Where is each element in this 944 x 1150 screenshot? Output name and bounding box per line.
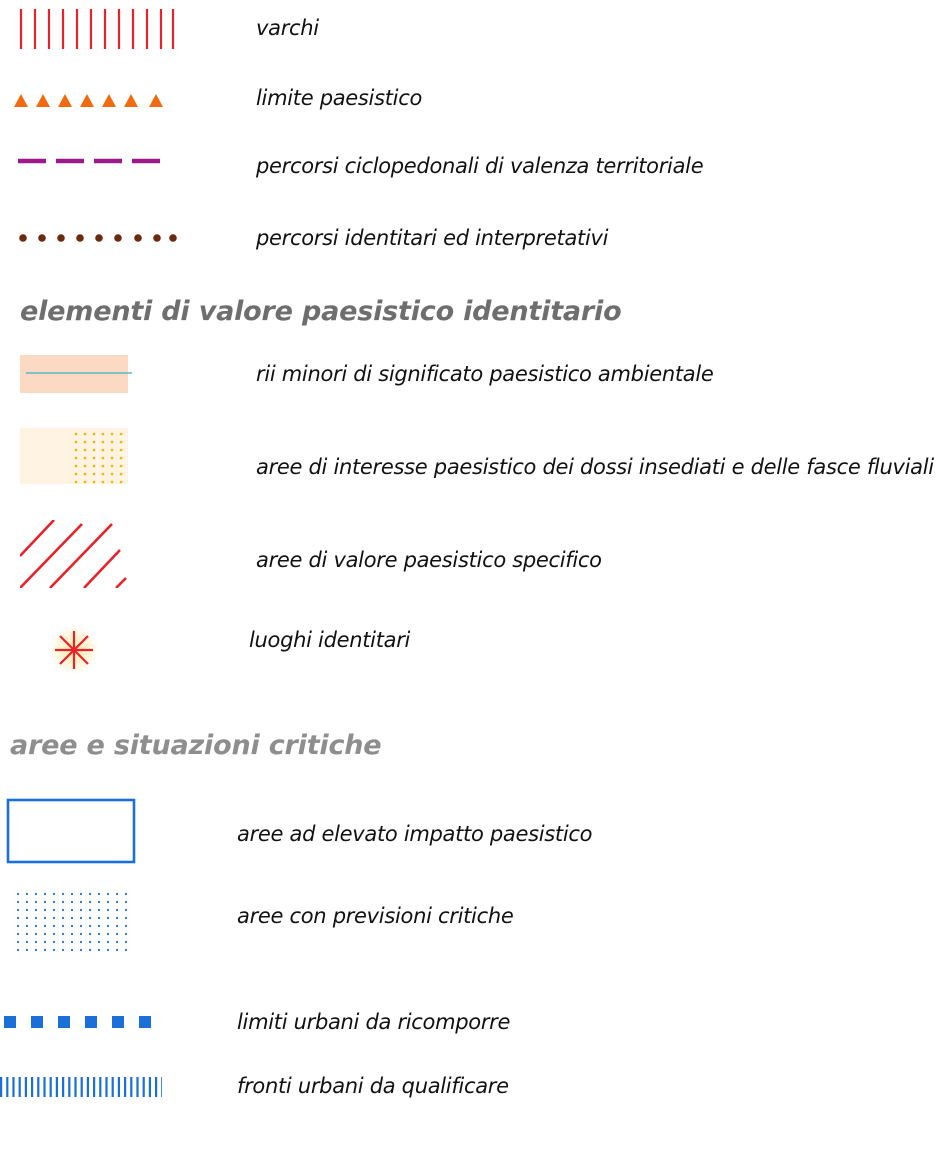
- blue-rectangle-icon: [6, 798, 136, 864]
- legend-label-varchi: varchi: [256, 16, 319, 40]
- legend-label-limite-paesistico: limite paesistico: [256, 86, 422, 110]
- vertical-red-lines-icon: [18, 8, 176, 50]
- blue-ticks-line-icon: [0, 1075, 162, 1099]
- legend-label-valore-specifico: aree di valore paesistico specifico: [256, 548, 602, 572]
- brown-dots-icon: [18, 232, 178, 244]
- peach-band-stream-icon: [20, 355, 134, 393]
- legend-label-fronti-urbani: fronti urbani da qualificare: [237, 1074, 509, 1098]
- red-hatch-icon: [20, 520, 128, 588]
- dotted-cream-area-icon: [20, 428, 128, 484]
- legend-label-limiti-urbani: limiti urbani da ricomporre: [237, 1010, 511, 1034]
- section-heading-aree-critiche: aree e situazioni critiche: [10, 730, 382, 761]
- asterisk-star-icon: [48, 624, 100, 676]
- section-heading-valore-identitario: elementi di valore paesistico identitario: [20, 296, 622, 327]
- blue-dotted-area-icon: [14, 890, 136, 954]
- orange-triangles-icon: [14, 92, 176, 108]
- legend-label-luoghi-identitari: luoghi identitari: [249, 628, 411, 652]
- purple-dashed-line-icon: [18, 156, 168, 166]
- legend-label-elevato-impatto: aree ad elevato impatto paesistico: [237, 822, 593, 846]
- legend-label-percorsi-identitari: percorsi identitari ed interpretativi: [256, 226, 609, 250]
- blue-squares-line-icon: [4, 1015, 154, 1029]
- legend-label-dossi-insediati: aree di interesse paesistico dei dossi insediati e delle fasce fluviali: [256, 457, 934, 478]
- legend-label-rii-minori: rii minori di significato paesistico ambientale: [256, 362, 714, 386]
- legend-label-previsioni-critiche: aree con previsioni critiche: [237, 904, 514, 928]
- legend-label-percorsi-ciclopedonali: percorsi ciclopedonali di valenza territoriale: [256, 154, 704, 178]
